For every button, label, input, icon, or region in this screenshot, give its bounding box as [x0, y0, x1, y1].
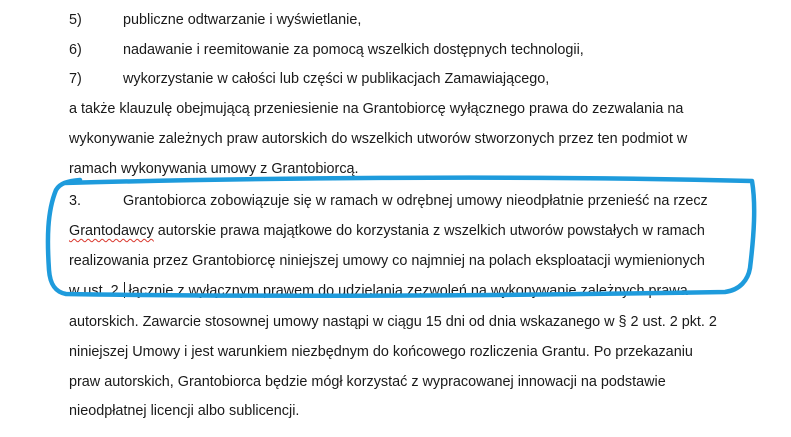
- section-3-line-2: [69, 222, 705, 240]
- section-3-text: Grantobiorca zobowiązuje się w ramach w odrębnej umowy nieodpłatnie przenieść na rzecz: [123, 193, 708, 209]
- list-number: 5): [69, 12, 82, 28]
- section-3-line-7: praw autorskich, Grantobiorca będzie mógł korzystać z wypracowanej innowacji na podstawie: [69, 374, 666, 390]
- section-3-line-8: nieodpłatnej licencji albo sublicencji.: [69, 403, 300, 419]
- section-number: 3.: [69, 193, 82, 209]
- list-item-5: [69, 11, 361, 29]
- section-3-text: łącznie z wyłącznym prawem do udzielania zezwoleń na wykonywanie zależnych prawa: [124, 283, 688, 299]
- list-item-6: [69, 41, 584, 59]
- paragraph-a-line-1: a także klauzulę obejmującą przeniesienie na Grantobiorcę wyłącznego prawa do zezwalania na: [69, 101, 684, 117]
- section-3-line-4: [69, 282, 688, 300]
- section-3-text: w ust. 2,: [69, 283, 123, 299]
- section-3-line-3: realizowania przez Grantobiorcę niniejszej umowy co najmniej na polach eksploatacji wymienionych: [69, 253, 705, 269]
- paragraph-a-line-2: wykonywanie zależnych praw autorskich do wszelkich utworów stworzonych przez ten podmiot w: [69, 131, 688, 147]
- misspelled-word[interactable]: Grantodawcy: [69, 223, 154, 239]
- list-text: wykorzystanie w całości lub części w publikacjach Zamawiającego,: [123, 71, 550, 87]
- list-number: 7): [69, 71, 82, 87]
- section-3-line-5: autorskich. Zawarcie stosownej umowy nastąpi w ciągu 15 dni od dnia wskazanego w § 2 ust. 2 pkt. 2: [69, 314, 717, 330]
- list-item-7: [69, 70, 549, 88]
- section-3-line-6: niniejszej Umowy i jest warunkiem niezbędnym do końcowego rozliczenia Grantu. Po przekazaniu: [69, 344, 693, 360]
- list-text: nadawanie i reemitowanie za pomocą wszelkich dostępnych technologii,: [123, 42, 584, 58]
- section-3-line-1: [69, 192, 708, 210]
- list-text: publiczne odtwarzanie i wyświetlanie,: [123, 12, 362, 28]
- list-number: 6): [69, 42, 82, 58]
- paragraph-a-line-3: ramach wykonywania umowy z Grantobiorcą.: [69, 161, 359, 177]
- section-3-text: autorskie prawa majątkowe do korzystania z wszelkich utworów powstałych w ramach: [153, 223, 705, 239]
